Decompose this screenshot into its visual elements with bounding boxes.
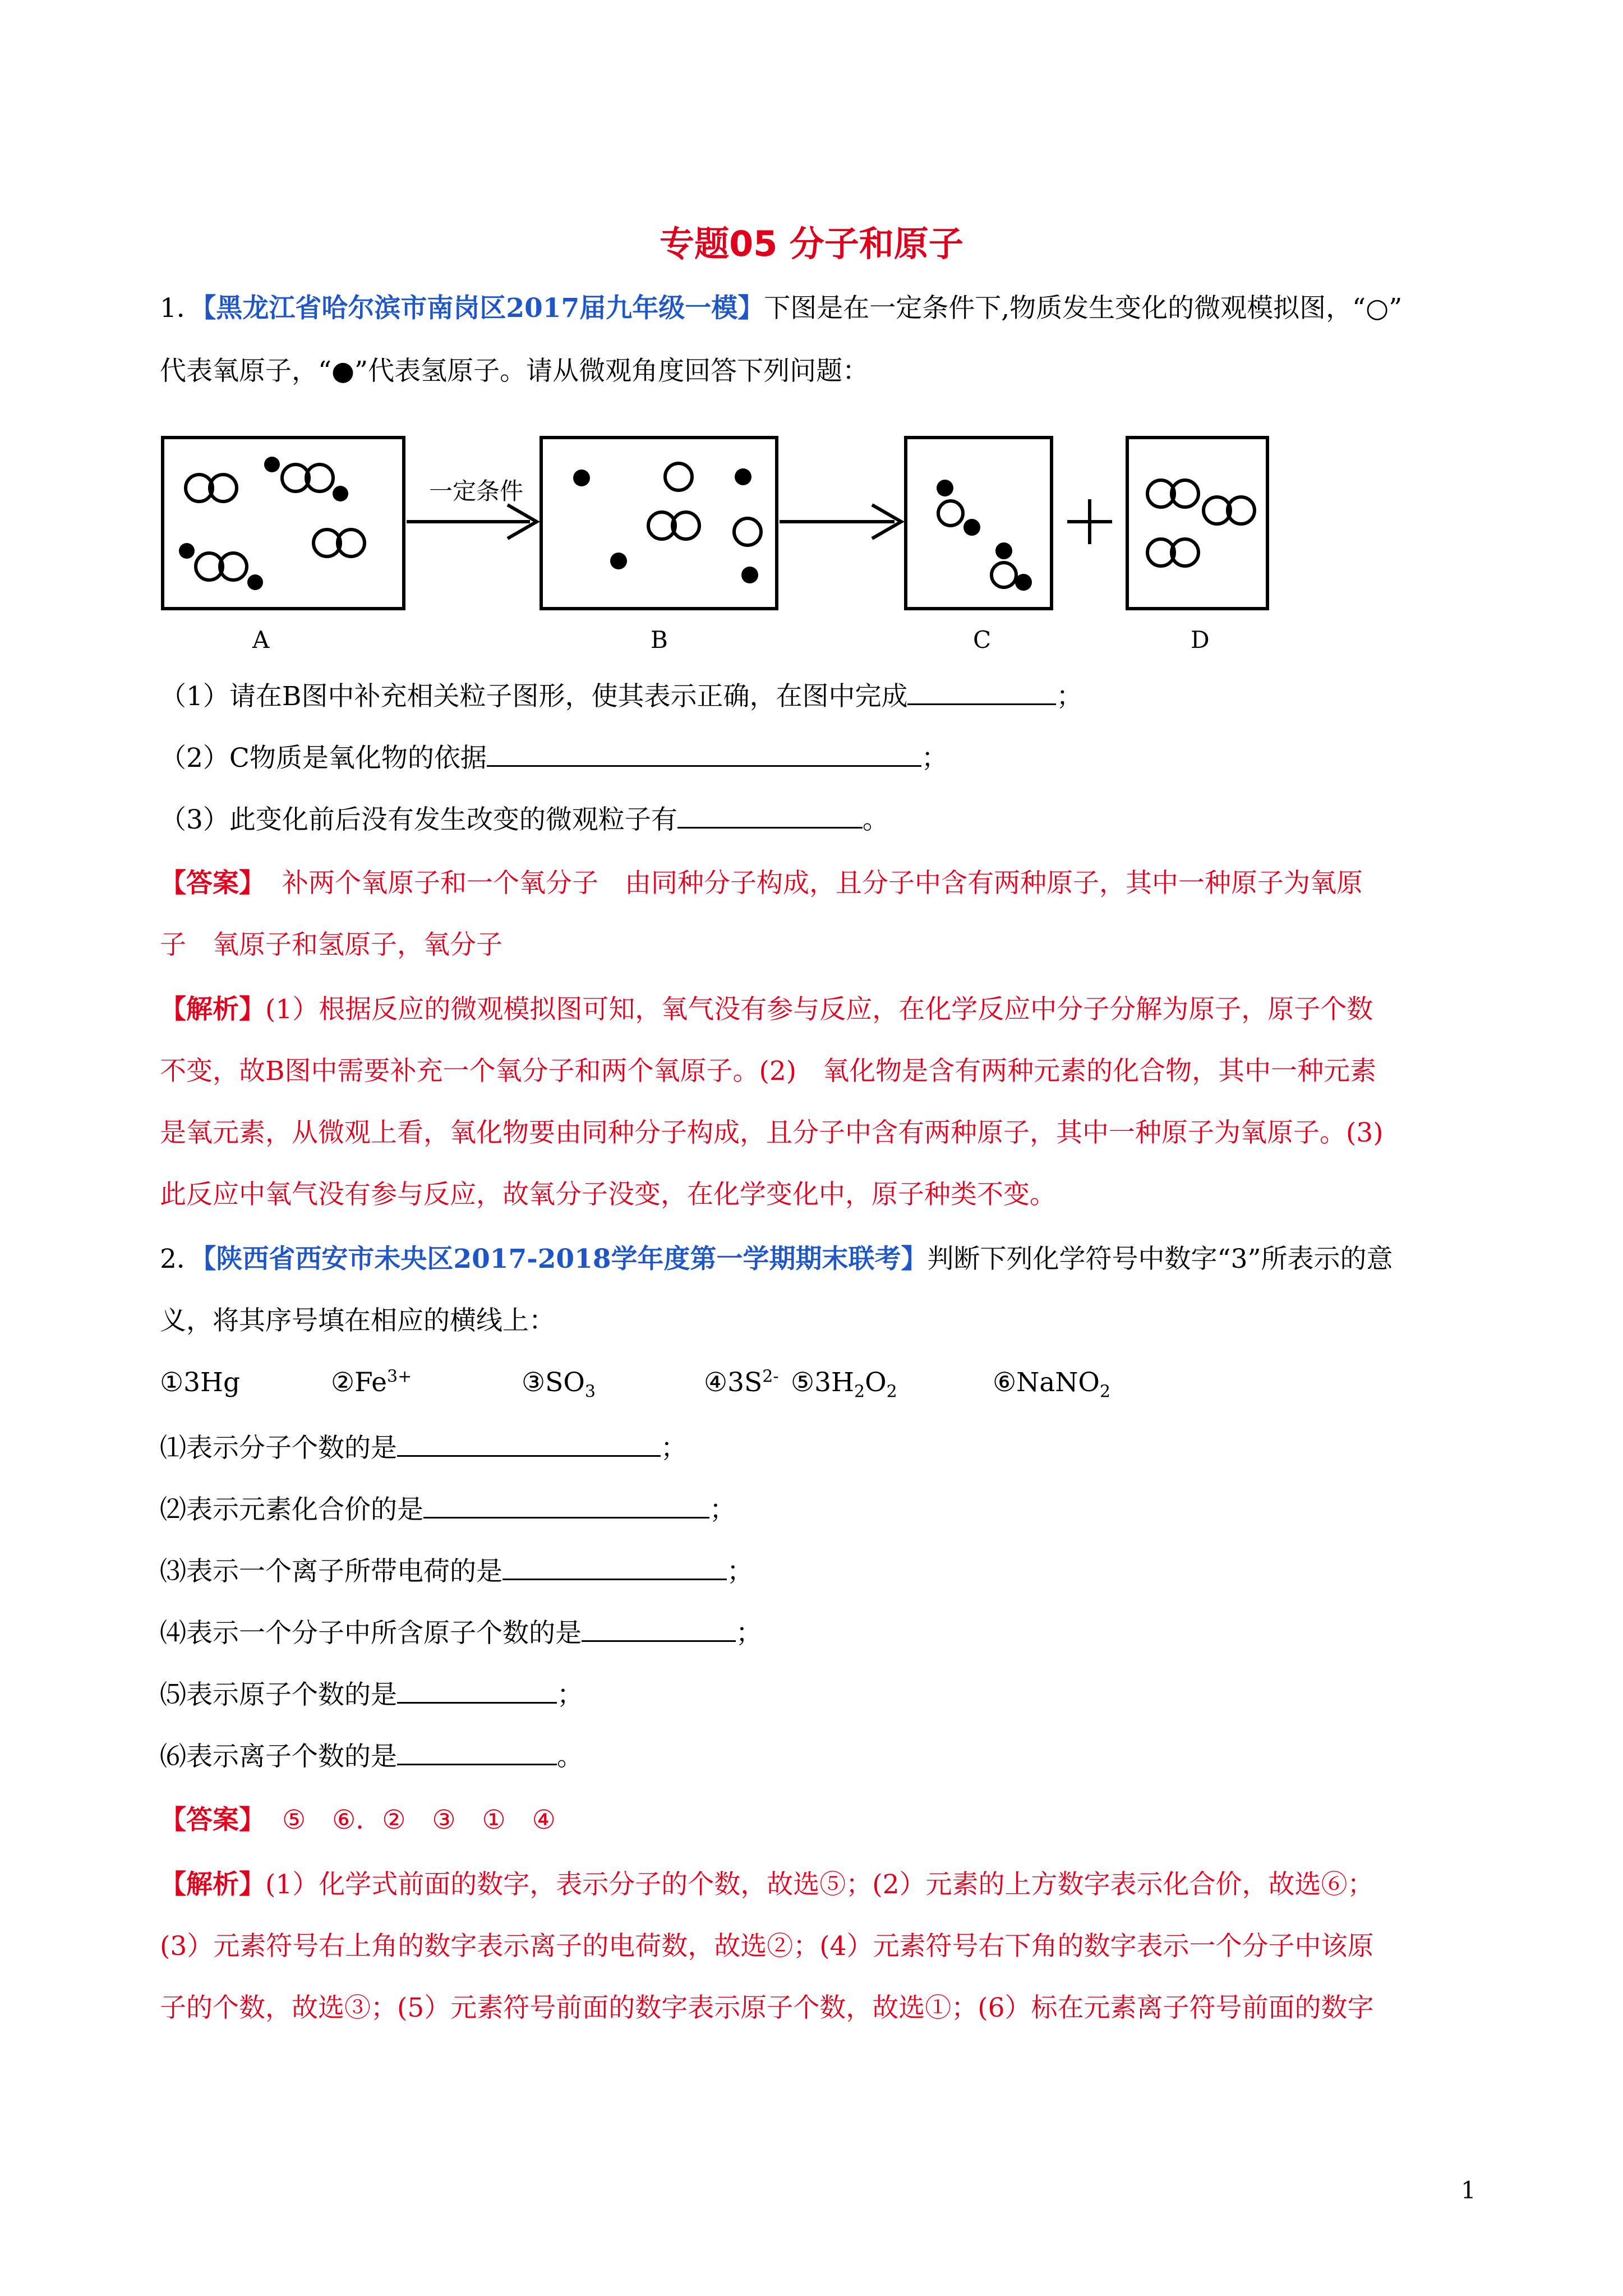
q1-analysis-line4: 此反应中氧气没有参与反应，故氧分子没变，在化学变化中，原子种类不变。 xyxy=(160,1179,1056,1210)
q1-analysis-label: 【解析】 xyxy=(160,994,265,1025)
q2-analysis-line1: 【解析】(1）化学式前面的数字，表示分子的个数，故选⑤；(2）元素的上方数字表示化合价，故选⑥； xyxy=(160,1869,1374,1900)
q2-item-3-blank[interactable] xyxy=(502,1554,727,1580)
q2-analysis-line2: (3）元素符号右上角的数字表示离子的电荷数，故选②；(4）元素符号右下角的数字表示一个分子中该原 xyxy=(160,1931,1374,1962)
q1-answer-label: 【答案】 xyxy=(160,868,265,899)
q2-item-3: ⑶表示一个离子所带电荷的是 ； xyxy=(160,1554,753,1589)
q2-item-1-blank[interactable] xyxy=(397,1430,661,1457)
arrow-label: 一定条件 xyxy=(429,477,524,505)
label-b: B xyxy=(651,626,668,654)
q2-item-2-blank[interactable] xyxy=(423,1492,709,1519)
q2-answer-label: 【答案】 xyxy=(160,1805,265,1835)
q2-stem-text: 判断下列化学符号中数字“3”所表示的意 xyxy=(927,1244,1393,1274)
q2-item-1: ⑴表示分子个数的是 ； xyxy=(160,1430,687,1465)
q2-item-2: ⑵表示元素化合价的是 ； xyxy=(160,1492,736,1527)
label-d: D xyxy=(1191,626,1210,654)
symbol-6: ⑥NaNO$_2$ xyxy=(993,1367,1111,1402)
q2-stem-line2: 义，将其序号填在相应的横线上： xyxy=(160,1305,555,1336)
symbol-1: ①3Hg xyxy=(160,1367,241,1398)
q2-item-6-blank[interactable] xyxy=(397,1739,557,1765)
q1-answer-line2: 子 氧原子和氢原子，氧分子 xyxy=(160,930,502,960)
box-b xyxy=(541,438,777,609)
page-number: 1 xyxy=(1461,2177,1476,2204)
symbol-4: $④3S^{2-}$ xyxy=(704,1366,779,1398)
q1-source: 【黑龙江省哈尔滨市南岗区2017届九年级一模】 xyxy=(202,293,764,324)
q1-sub3: （3）此变化前后没有发生改变的微观粒子有 。 xyxy=(160,802,889,837)
q1-analysis-line2: 不变，故B图中需要补充一个氧分子和两个氧原子。(2) 氧化物是含有两种元素的化合物，其中一种元素 xyxy=(160,1056,1377,1087)
q1-sub1-blank[interactable] xyxy=(907,679,1056,705)
q2-number: 2． xyxy=(160,1244,203,1274)
q2-item-5-blank[interactable] xyxy=(397,1677,557,1704)
q1-stem-text: 下图是在一定条件下,物质发生变化的微观模拟图，“○” xyxy=(764,293,1403,324)
page-title: 专题05 分子和原子 xyxy=(660,223,963,264)
box-a xyxy=(163,438,404,609)
q1-sub2: （2）C物质是氧化物的依据 ； xyxy=(160,740,948,775)
q1-stem-line1 xyxy=(160,292,1402,325)
symbol-2: $②Fe^{3+}$ xyxy=(331,1366,412,1398)
q2-source: 【陕西省西安市未央区2017-2018学年度第一学期期末联考】 xyxy=(202,1244,928,1274)
symbol-3: $③SO_3$ xyxy=(522,1367,596,1402)
reaction-figure xyxy=(160,432,1287,656)
q1-number: 1． xyxy=(160,293,203,324)
q2-item-4-blank[interactable] xyxy=(582,1616,736,1642)
q1-analysis-line1: 【解析】(1）根据反应的微观模拟图可知，氧气没有参与反应，在化学反应中分子分解为原子，原子个数 xyxy=(160,994,1373,1025)
q2-answer: 【答案】 ⑤ ⑥．② ③ ① ④ xyxy=(160,1805,556,1835)
q2-item-5: ⑸表示原子个数的是 ； xyxy=(160,1677,583,1712)
label-a: A xyxy=(252,626,270,654)
q2-analysis-label: 【解析】 xyxy=(160,1869,265,1900)
q1-analysis-line3: 是氧元素，从微观上看，氧化物要由同种分子构成，且分子中含有两种原子，其中一种原子为氧原子。(3) xyxy=(160,1117,1384,1148)
q2-item-6: ⑹表示离子个数的是 。 xyxy=(160,1739,583,1774)
q2-stem-line1 xyxy=(160,1243,1393,1276)
symbol-5: $⑤3H_2O_2$ xyxy=(791,1367,897,1402)
label-c: C xyxy=(973,626,992,654)
q1-stem-line2: 代表氧原子，“●”代表氢原子。请从微观角度回答下列问题： xyxy=(160,356,869,386)
q1-sub1: （1）请在B图中补充相关粒子图形，使其表示正确，在图中完成 ； xyxy=(160,679,1082,714)
q1-sub2-blank[interactable] xyxy=(487,740,921,767)
q2-analysis-line3: 子的个数，故选③；(5）元素符号前面的数字表示原子个数，故选①；(6）标在元素离子符号前面的数字 xyxy=(160,1993,1374,2023)
q2-item-4: ⑷表示一个分子中所含原子个数的是 ； xyxy=(160,1616,762,1650)
q1-sub3-blank[interactable] xyxy=(677,802,863,829)
q1-answer-line1: 【答案】 补两个氧原子和一个氧分子 由同种分子构成，且分子中含有两种原子，其中一种原子为氧原 xyxy=(160,868,1363,899)
